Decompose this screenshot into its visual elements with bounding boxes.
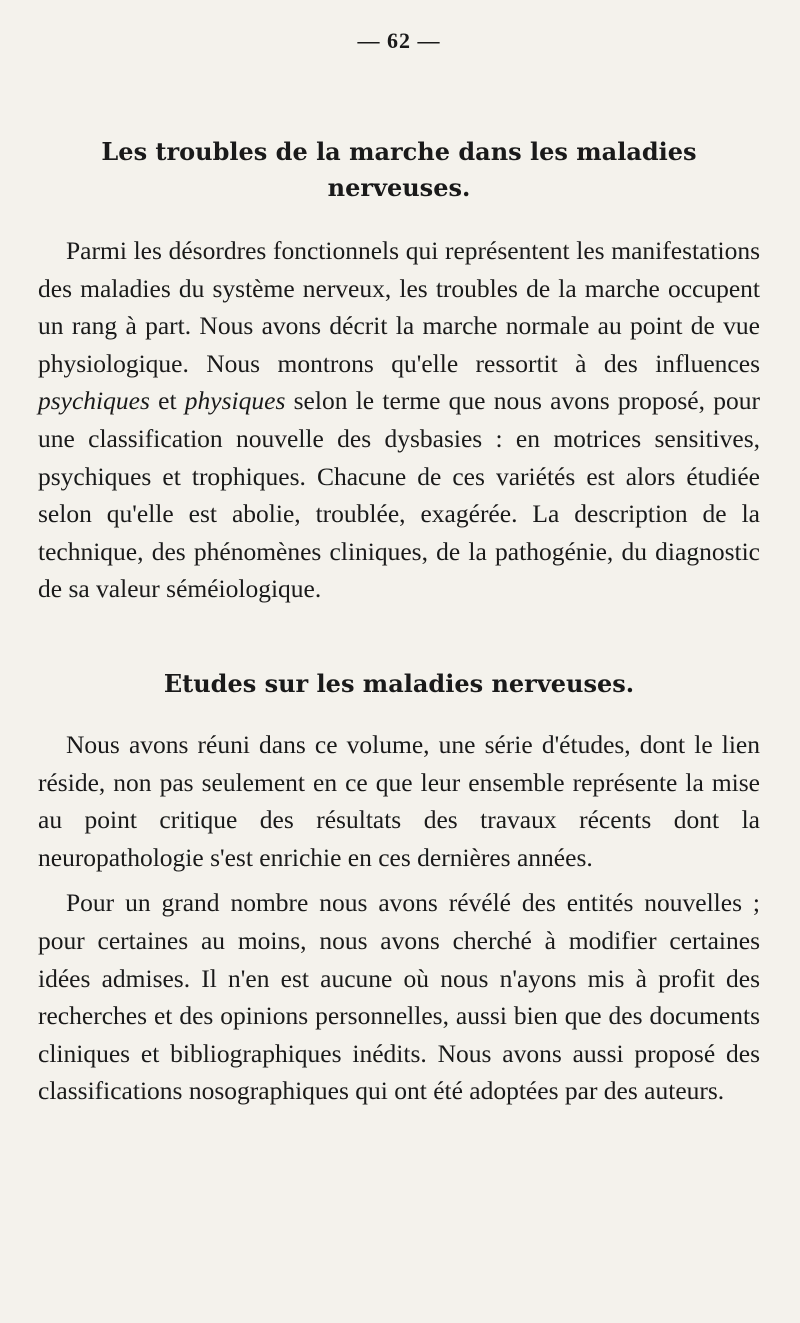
paragraph-text: selon le terme que nous avons proposé, pour une classification nouvelle des dysbasies : en motrices sensitives, psychiques et trophiques. Chacune de ces variétés est alors étudiée selon qu'elle est abolie, troublée, exagérée. La description de la technique, des phénomènes cliniques, de la pathogénie, du diagnostic de sa valeur séméiologique. — [38, 386, 760, 604]
paragraph-troubles-marche — [38, 232, 760, 608]
section-title-line-1: Les troubles de la marche dans les maladies — [101, 137, 697, 166]
section-title-etudes: Etudes sur les maladies nerveuses. — [163, 668, 635, 698]
section-title-troubles-marche — [38, 134, 760, 206]
emphasis-physiques: physiques — [184, 386, 286, 416]
section-title-line-2: nerveuses. — [327, 173, 471, 202]
paragraph-text: et — [149, 386, 185, 416]
paragraph-etudes-2: Pour un grand nombre nous avons révélé des entités nouvelles ; pour certaines au moins, nous avons cherché à modifier certaines idées admises. Il n'en est aucune où nous n'ayons mis à profit des recherches et des opinions personnelles, aussi bien que des documents cliniques et bibliographiques inédits. Nous avons aussi proposé des classifications nosographiques qui ont été adoptées par des auteurs. — [38, 888, 760, 1106]
paragraph-etudes-1: Nous avons réuni dans ce volume, une série d'études, dont le lien réside, non pas seulement en ce que leur ensemble représente la mise au point critique des résultats des travaux récents dont la neuropathologie s'est enrichie en ces dernières années. — [38, 729, 760, 872]
emphasis-psychiques: psychiques — [38, 386, 150, 416]
paragraph-text: Parmi les désordres fonctionnels qui représentent les manifestations des maladies du système nerveux, les troubles de la marche occupent un rang à part. Nous avons décrit la marche normale au point de vue physiologique. Nous montrons qu'elle ressortit à des influences — [38, 236, 760, 378]
page-number: — 62 — — [357, 28, 441, 53]
